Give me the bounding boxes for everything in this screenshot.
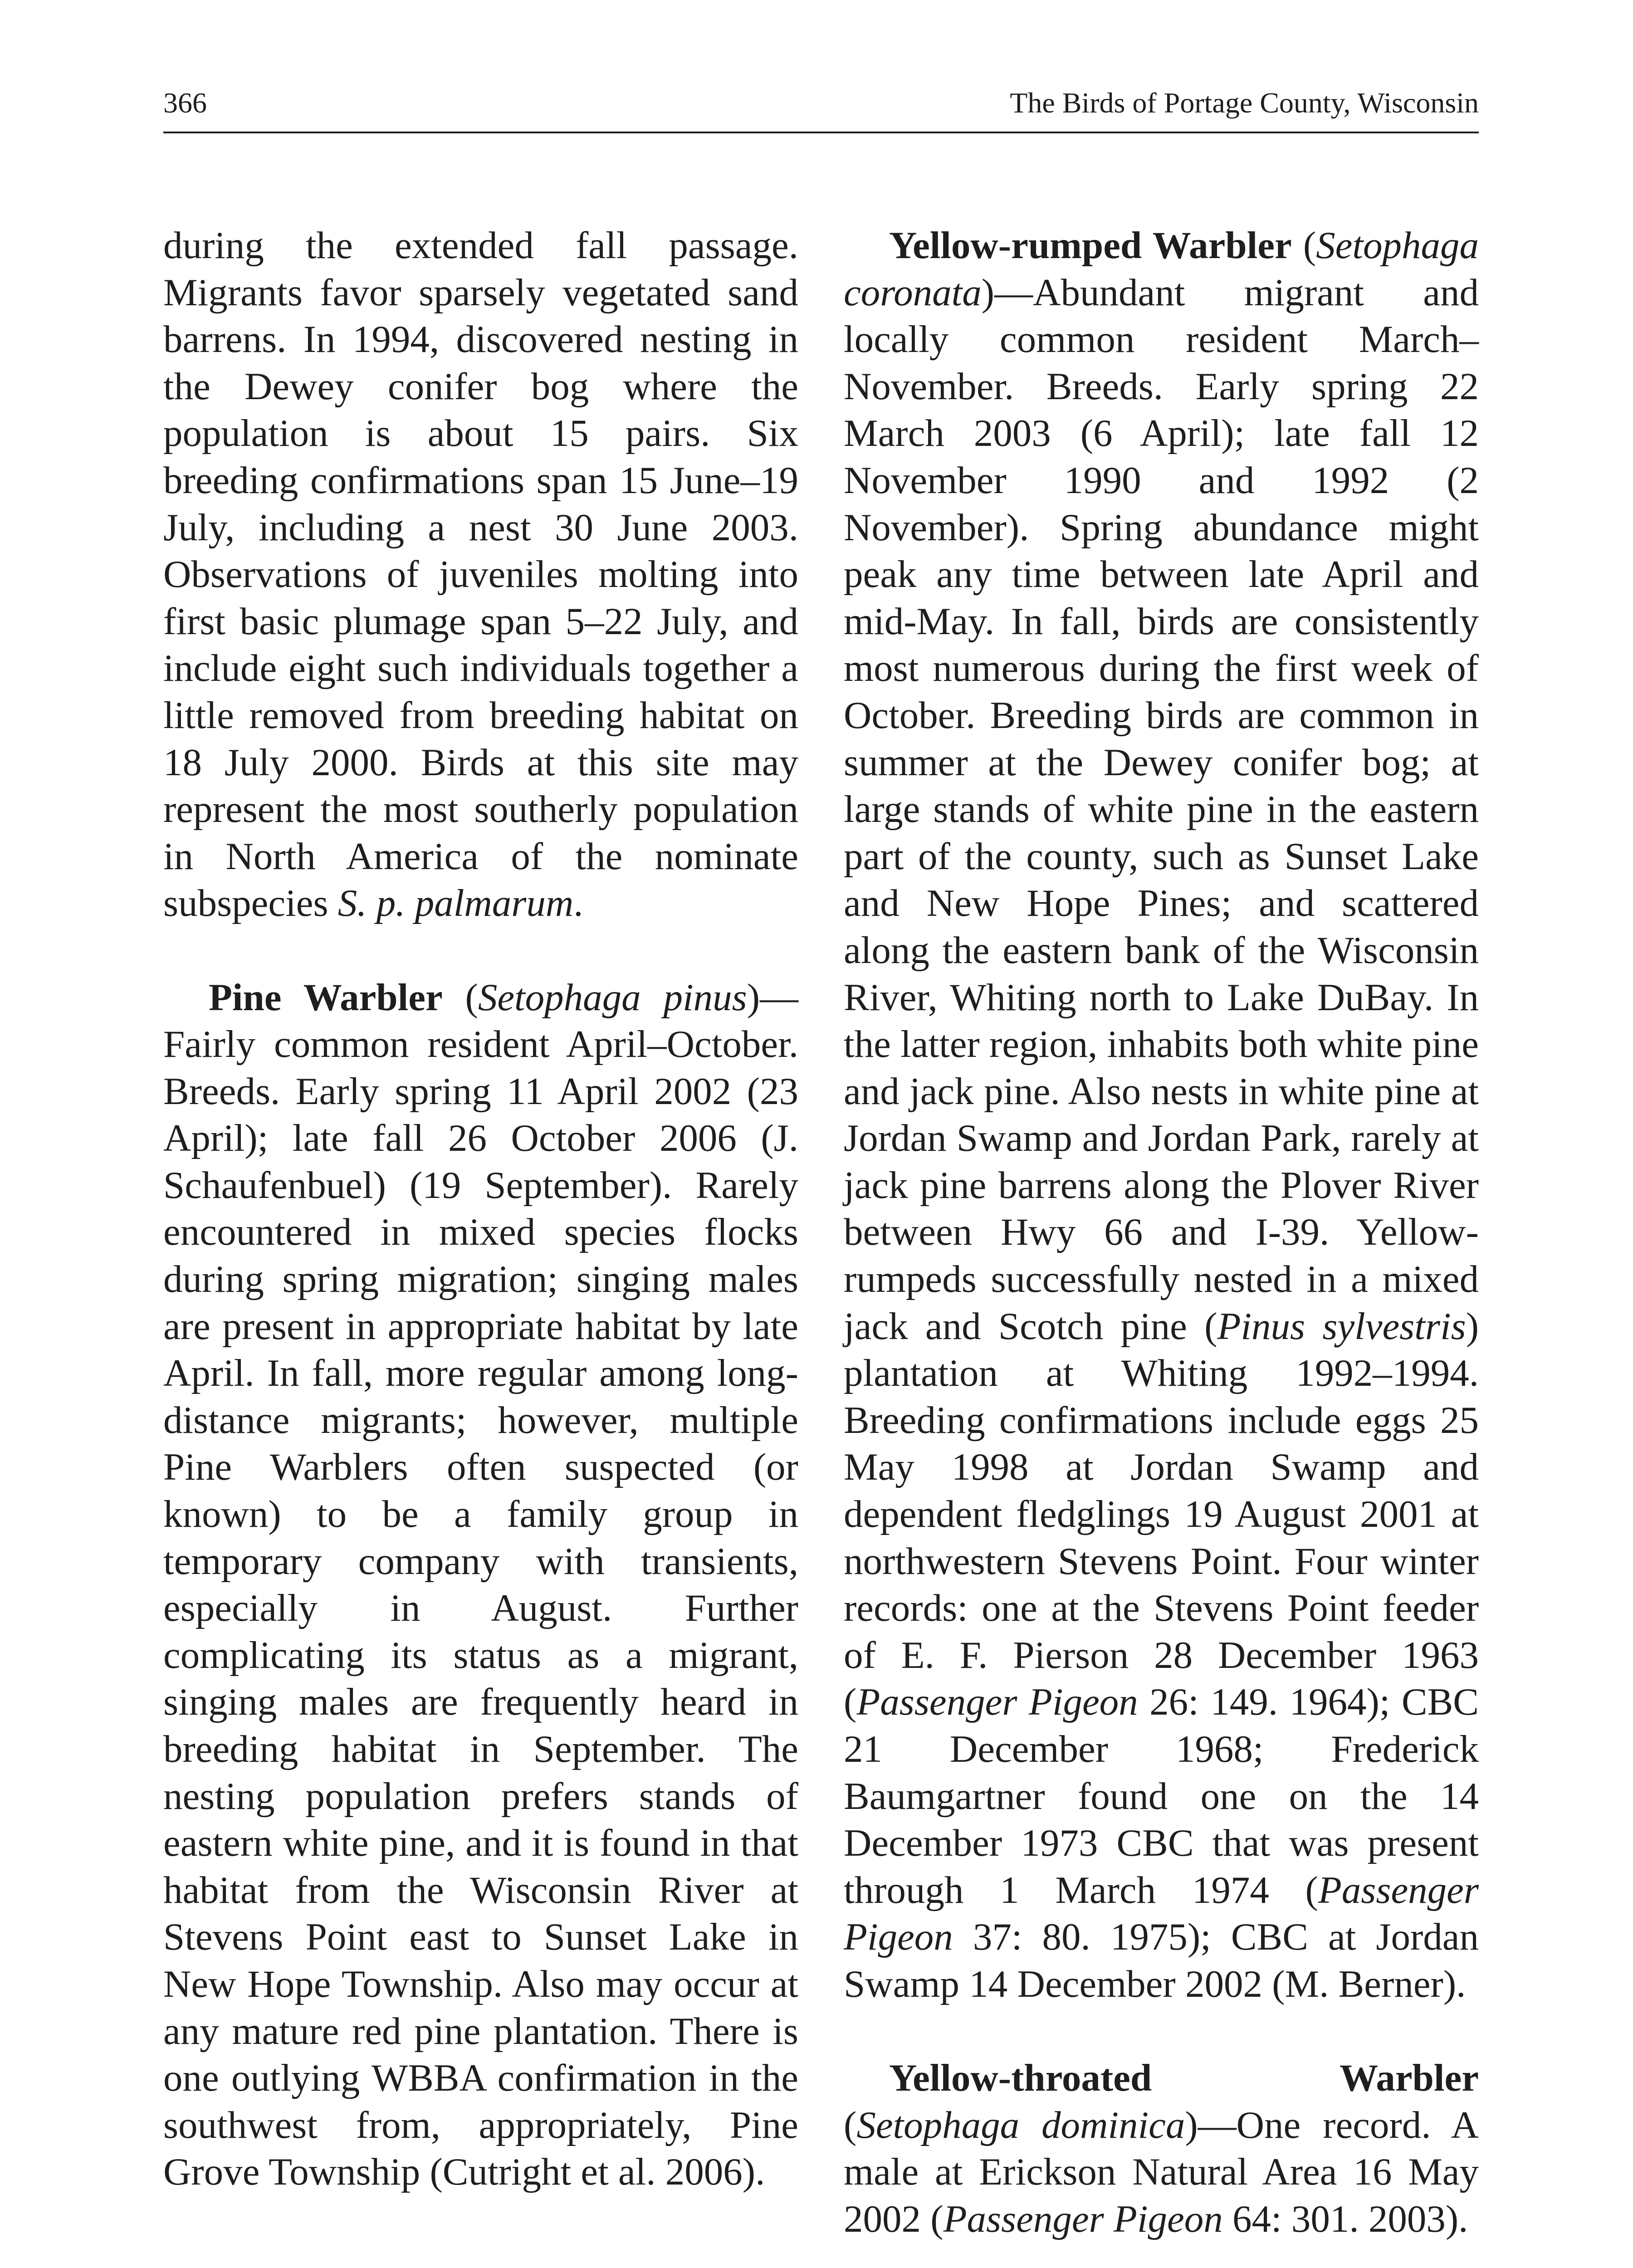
journal-title: Passenger Pigeon bbox=[844, 1868, 1479, 1959]
species-name: Yellow-throated Warbler bbox=[889, 2057, 1479, 2100]
journal-title: Passenger Pigeon bbox=[856, 1681, 1138, 1724]
body-text: 37: 80. 1975); CBC at Jordan Swamp 14 December 2002 (M. Berner). bbox=[844, 1916, 1479, 2005]
right-column bbox=[844, 222, 1479, 2243]
species-name: Pine Warbler bbox=[209, 976, 443, 1019]
body-text: ) plantation at Whiting 1992–1994. Breeding confirmations include eggs 25 May 1998 at Jordan Swamp and dependent fledglings 19 August 2001 at northwestern Stevens Point. Four winter records: one at the Stevens Point feeder of E. F. Pierson 28 December 1963 ( bbox=[844, 1305, 1479, 1724]
left-column bbox=[163, 222, 798, 2196]
scientific-name: Setophaga dominica bbox=[856, 2103, 1185, 2146]
scientific-name: Setophaga coronata bbox=[844, 224, 1479, 314]
body-text: 64: 301. 2003). bbox=[1222, 2197, 1468, 2240]
body-text: during the extended fall passage. Migrants favor sparsely vegetated sand barrens. In 1994, discovered nesting in the Dewey conifer bog where the population is about 15 pairs. Six breeding confirmations span 15 June–19 July, including a nest 30 June 2003. Observations of juveniles molting into first basic plumage span 5–22 July, and include eight such individuals together a little removed from breeding habitat on 18 July 2000. Birds at this site may represent the most southerly population in North America of the nominate subspecies bbox=[163, 224, 798, 925]
species-name: Yellow-rumped Warbler bbox=[889, 224, 1292, 267]
body-text: Fairly common resident April–October. Breeds. Early spring 11 April 2002 (23 April); late fall 26 October 2006 (J. Schaufenbuel) (19 September). Rarely encountered in mixed species flocks during spring migration; singing males are present in appropriate habitat by late April. In fall, more regular among long-distance migrants; however, multiple Pine Warblers often suspected (or known) to be a family group in temporary company with transients, especially in August. Further complicating its status as a migrant, singing males are frequently heard in breeding habitat in September. The nesting population prefers stands of eastern white pine, and it is found in that habitat from the Wisconsin River at Stevens Point east to Sunset Lake in New Hope Township. Also may occur at any mature red pine plantation. There is one outlying WBBA confirmation in the southwest from, appropriately, Pine Grove Township (Cutright et al. 2006). bbox=[163, 1023, 798, 2194]
subspecies-name: S. p. palmarum bbox=[337, 882, 574, 925]
page-number: 366 bbox=[163, 87, 207, 119]
body-text: . bbox=[573, 882, 583, 925]
scientific-name: Pinus sylvestris bbox=[1217, 1305, 1466, 1348]
body-text: Abundant migrant and locally common resident March–November. Breeds. Early spring 22 March 2003 (6 April); late fall 12 November 1990 and 1992 (2 November). Spring abundance might peak any time between late April and mid-May. In fall, birds are consistently most numerous during the first week of October. Breeding birds are common in summer at the Dewey conifer bog; at large stands of white pine in the eastern part of the county, such as Sunset Lake and New Hope Pines; and scattered along the eastern bank of the Wisconsin River, Whiting north to Lake DuBay. In the latter region, inhabits both white pine and jack pine. Also nests in white pine at Jordan Swamp and Jordan Park, rarely at jack pine barrens along the Plover River between Hwy 66 and I-39. Yellow-rumpeds successfully nested in a mixed jack and Scotch pine ( bbox=[844, 271, 1479, 1348]
species-account-yellow-throated-warbler: Yellow-throated Warbler (Setophaga dominica)—One record. A male at Erickson Natural Area 16 May 2002 (Passenger Pigeon 64: 301. 2003). bbox=[844, 2057, 1479, 2240]
body-text: 26: 149. 1964); CBC 21 December 1968; Frederick Baumgartner found one on the 14 December 1973 CBC that was present through 1 March 1974 ( bbox=[844, 1681, 1479, 1911]
running-title: The Birds of Portage County, Wisconsin bbox=[1010, 87, 1479, 119]
running-header bbox=[163, 86, 1479, 133]
body-text: One record. A male at Erickson Natural Area 16 May 2002 ( bbox=[844, 2103, 1479, 2240]
journal-title: Passenger Pigeon bbox=[943, 2197, 1223, 2240]
scientific-name: Setophaga pinus bbox=[478, 976, 747, 1019]
species-account-yellow-rumped-warbler: Yellow-rumped Warbler (Setophaga coronata)—Abundant migrant and locally common resident March–November. Breeds. Early spring 22 March 2003 (6 April); late fall 12 November 1990 and 1992 (2 November). Spring abundance might peak any time between late April and mid-May. In fall, birds are consistently most numerous during the first week of October. Breeding birds are common in summer at the Dewey conifer bog; at large stands of white pine in the eastern part of the county, such as Sunset Lake and New Hope Pines; and scattered along the eastern bank of the Wisconsin River, Whiting north to Lake DuBay. In the latter region, inhabits both white pine and jack pine. Also nests in white pine at Jordan Swamp and Jordan Park, rarely at jack pine barrens along the Plover River between Hwy 66 and I-39. Yellow-rumpeds successfully nested in a mixed jack and Scotch pine (Pinus sylvestris) plantation at Whiting 1992–1994. Breeding confirmations include eggs 25 May 1998 at Jordan Swamp and dependent fledglings 19 August 2001 at northwestern Stevens Point. Four winter records: one at the Stevens Point feeder of E. F. Pierson 28 December 1963 (Passenger Pigeon 26: 149. 1964); CBC 21 December 1968; Frederick Baumgartner found one on the 14 December 1973 CBC that was present through 1 March 1974 (Passenger Pigeon 37: 80. 1975); CBC at Jordan Swamp 14 December 2002 (M. Berner). bbox=[844, 224, 1479, 2005]
species-account-pine-warbler: Pine Warbler (Setophaga pinus)—Fairly common resident April–October. Breeds. Early spring 11 April 2002 (23 April); late fall 26 October 2006 (J. Schaufenbuel) (19 September). Rarely encountered in mixed species flocks during spring migration; singing males are present in appropriate habitat by late April. In fall, more regular among long-distance migrants; however, multiple Pine Warblers often suspected (or known) to be a family group in temporary company with transients, especially in August. Further complicating its status as a migrant, singing males are frequently heard in breeding habitat in September. The nesting population prefers stands of eastern white pine, and it is found in that habitat from the Wisconsin River at Stevens Point east to Sunset Lake in New Hope Township. Also may occur at any mature red pine plantation. There is one outlying WBBA confirmation in the southwest from, appropriately, Pine Grove Township (Cutright et al. 2006). bbox=[163, 976, 798, 2194]
palm-warbler-continuation bbox=[163, 222, 798, 927]
